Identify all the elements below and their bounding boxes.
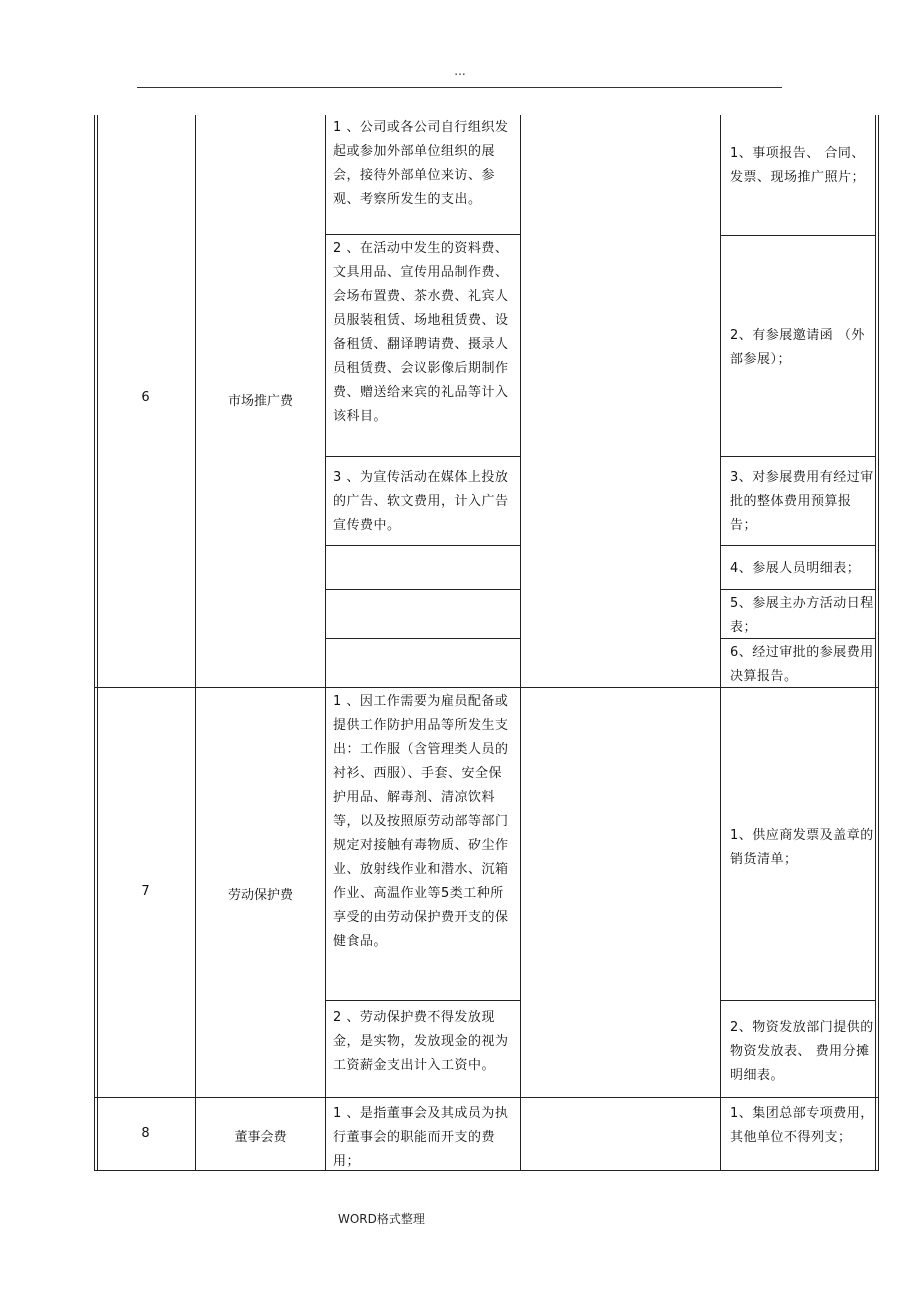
row6-scope-line-5: [325, 638, 521, 639]
row6-scope-line-2: [325, 456, 521, 457]
row6-scope-3: 3 、为宣传活动在媒体上投放的广告、软文费用，计入广告宣传费中。: [333, 470, 509, 533]
row6-doc-2: 2、有参展邀请函 （外部参展）；: [730, 328, 865, 367]
table-col-line-4: [720, 115, 721, 1171]
row6-scope-1: 1 、公司或各公司自行组织发起或参加外部单位组织的展会，接待外部单位来访、参观、考察所发生的支出。: [333, 120, 509, 207]
table-col-line-2: [325, 115, 326, 1171]
row6-doc-5: 5、参展主办方活动日程表；: [730, 596, 874, 635]
row7-scope-line: [325, 1000, 521, 1001]
table-border-left-outer: [94, 115, 95, 1171]
table-col-line-3: [520, 115, 521, 1171]
row6-doc-3: 3、对参展费用有经过审批的整体费用预算报告；: [730, 470, 874, 533]
page-footer: WORD格式整理: [338, 1212, 425, 1226]
table-border-right-outer: [878, 115, 879, 1171]
row6-number: 6: [141, 390, 150, 405]
row7-category: 劳动保护费: [227, 888, 293, 903]
row6-docs-line-2: [720, 456, 876, 457]
table-border-left-inner: [97, 115, 98, 1171]
row7-number: 7: [141, 884, 150, 899]
row6-doc-4: 4、参展人员明细表；: [730, 561, 861, 576]
row6-docs-line-4: [720, 589, 876, 590]
row-separator-7-8: [94, 1097, 879, 1098]
row7-scope-2: 2 、劳动保护费不得发放现金，是实物，发放现金的视为工资薪金支出计入工资中。: [333, 1010, 509, 1073]
row6-doc-6: 6、经过审批的参展费用决算报告。: [730, 645, 874, 684]
row6-scope-line-3: [325, 545, 521, 546]
row7-doc-1: 1、供应商发票及盖章的销货清单；: [730, 828, 874, 867]
row8-category: 董事会费: [234, 1130, 287, 1145]
row6-scope-2: 2 、在活动中发生的资料费、文具用品、宣传用品制作费、会场布置费、茶水费、礼宾人员服装租赁、场地租赁费、设备租赁、翻译聘请费、摄录人员租赁费、会议影像后期制作费、赠送给来宾的礼品等计入该科目。: [333, 241, 509, 424]
row8-doc-1: 1、集团总部专项费用，其他单位不得列支；: [730, 1106, 874, 1145]
row6-docs-line-3: [720, 545, 876, 546]
row7-scope-1: 1 、因工作需要为雇员配备或提供工作防护用品等所发生支出：工作服（含管理类人员的衬衫、西服）、手套、安全保护用品、解毒剂、清凉饮料等，以及按照原劳动部等部门规定对接触有毒物质、矽尘作业、放射线作业和潜水、沉箱作业、高温作业等5类工种所享受的由劳动保护费开支的保健食品。: [333, 694, 509, 949]
page-header-rule: [137, 87, 782, 88]
row7-doc-2: 2、物资发放部门提供的物资发放表、 费用分摊明细表。: [730, 1020, 874, 1083]
table-border-right-inner: [875, 115, 876, 1171]
row6-doc-1: 1、事项报告、 合同、发票、现场推广照片；: [730, 146, 866, 185]
page-header-dots: ...: [454, 64, 466, 78]
row6-docs-line-1: [720, 235, 876, 236]
row8-number: 8: [141, 1126, 150, 1141]
row8-scope-1: 1 、是指董事会及其成员为执行董事会的职能而开支的费用；: [333, 1106, 509, 1169]
row6-category: 市场推广费: [227, 394, 293, 409]
row6-scope-line-4: [325, 589, 521, 590]
row7-docs-line: [720, 1000, 876, 1001]
row6-scope-line-1: [325, 234, 521, 235]
table-col-line-1: [195, 115, 196, 1171]
